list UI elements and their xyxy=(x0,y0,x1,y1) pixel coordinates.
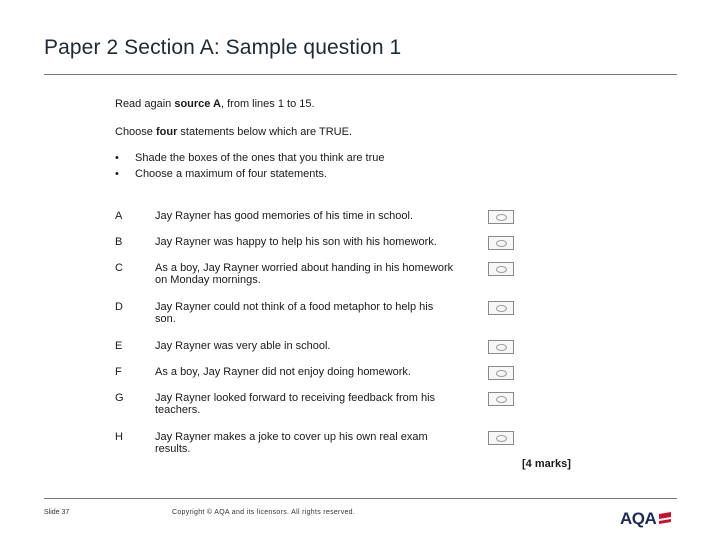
option-h xyxy=(115,431,525,455)
footer-divider xyxy=(44,498,677,499)
option-g xyxy=(115,392,525,416)
instruction-2-bold: four xyxy=(155,126,178,138)
option-letter: H xyxy=(115,431,123,443)
oval-icon xyxy=(496,214,507,221)
logo-flag-icon xyxy=(658,511,672,527)
oval-icon xyxy=(496,435,507,442)
answer-box-f[interactable] xyxy=(488,366,514,380)
option-b xyxy=(115,236,525,249)
option-text: As a boy, Jay Rayner worried about handing in his homework on Monday mornings. xyxy=(155,262,454,286)
oval-icon xyxy=(496,370,507,377)
aqa-logo xyxy=(620,508,672,530)
title-divider xyxy=(44,74,677,75)
bullet-list xyxy=(115,152,385,184)
answer-box-b[interactable] xyxy=(488,236,514,250)
answer-box-c[interactable] xyxy=(488,262,514,276)
oval-icon xyxy=(496,305,507,312)
option-letter: G xyxy=(115,392,124,404)
bullet-icon: • xyxy=(115,152,119,164)
option-letter: D xyxy=(115,301,123,313)
copyright-notice: Copyright © AQA and its licensors. All rights reserved. xyxy=(172,509,356,516)
answer-box-e[interactable] xyxy=(488,340,514,354)
option-f xyxy=(115,366,525,379)
bullet-icon: • xyxy=(115,168,119,180)
bullet-item xyxy=(115,168,385,184)
instruction-1-plain: Read again xyxy=(115,98,175,110)
option-text: Jay Rayner was very able in school. xyxy=(155,340,331,352)
answer-box-g[interactable] xyxy=(488,392,514,406)
instruction-2-rest: statements below which are TRUE. xyxy=(177,126,353,138)
answer-box-d[interactable] xyxy=(488,301,514,315)
oval-icon xyxy=(496,266,507,273)
instruction-choose-four xyxy=(115,126,352,139)
option-letter: A xyxy=(115,210,123,222)
option-text: As a boy, Jay Rayner did not enjoy doing homework. xyxy=(155,366,411,378)
option-d xyxy=(115,301,525,325)
bullet-text: Choose a maximum of four statements. xyxy=(135,168,327,180)
option-letter: E xyxy=(115,340,123,352)
instruction-1-bold: source A xyxy=(174,98,221,110)
marks-label: [4 marks] xyxy=(522,458,571,470)
option-text: Jay Rayner makes a joke to cover up his own real exam results. xyxy=(155,431,428,455)
option-letter: B xyxy=(115,236,123,248)
slide-title: Paper 2 Section A: Sample question 1 xyxy=(44,36,402,59)
oval-icon xyxy=(496,344,507,351)
instruction-read-source xyxy=(115,98,315,111)
answer-box-a[interactable] xyxy=(488,210,514,224)
option-text: Jay Rayner could not think of a food metaphor to help his son. xyxy=(155,301,434,325)
option-text: Jay Rayner was happy to help his son with his homework. xyxy=(155,236,437,248)
slide-number: Slide 37 xyxy=(44,509,70,516)
option-text: Jay Rayner has good memories of his time in school. xyxy=(155,210,414,222)
bullet-text: Shade the boxes of the ones that you think are true xyxy=(135,152,385,164)
oval-icon xyxy=(496,240,507,247)
option-e xyxy=(115,340,525,353)
logo-text: AQA xyxy=(620,509,657,528)
option-letter: C xyxy=(115,262,123,274)
instruction-2-plain: Choose xyxy=(115,126,156,138)
bullet-item xyxy=(115,152,385,168)
answer-box-h[interactable] xyxy=(488,431,514,445)
option-letter: F xyxy=(115,366,122,378)
instruction-1-rest: , from lines 1 to 15. xyxy=(221,98,315,110)
option-text: Jay Rayner looked forward to receiving feedback from his teachers. xyxy=(155,392,436,416)
option-c xyxy=(115,262,525,286)
oval-icon xyxy=(496,396,507,403)
option-a xyxy=(115,210,525,223)
